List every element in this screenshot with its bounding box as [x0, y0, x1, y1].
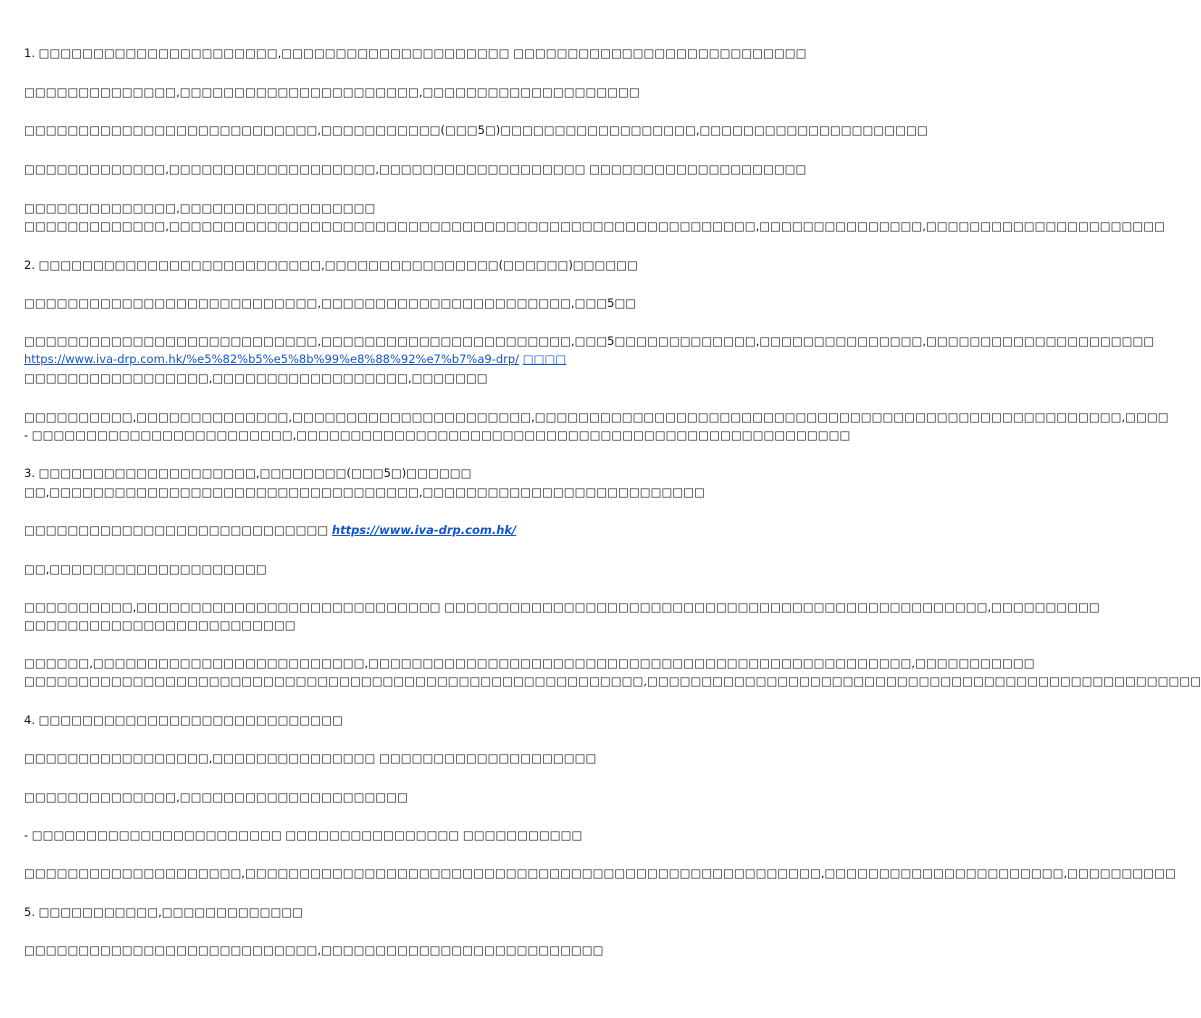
paragraph: □□□□□□□□□□□□□□,□□□□□□□□□□□□□□□□□□: [24, 201, 376, 215]
paragraph: □□,□□□□□□□□□□□□□□□□□□□□□□□□□□□□□□□□□□,□□□□□□□□□□□□□□□□□□□□□□□□□□: [24, 485, 705, 499]
drp-link-label[interactable]: □□□□: [522, 352, 567, 366]
paragraph: □□□□□□□□□□□□□□,□□□□□□□□□□□□□□□□□□□□□□,□□□□□□□□□□□□□□□□□□□□: [24, 85, 640, 99]
paragraph: □□□□□□□□□□□□□□□□□,□□□□□□□□□□□□□□□□□□,□□□□□□□: [24, 371, 488, 385]
paragraph: □□□□□□□□□□,□□□□□□□□□□□□□□,□□□□□□□□□□□□□□□□□□□□□□,□□□□□□□□□□□□□□□□□□□□□□□□□□□□□□□□□□□□□□□□□□□□□□□□□□□□□□,□□□□: [24, 410, 1169, 424]
section-heading: 5. □□□□□□□□□□□,□□□□□□□□□□□□□: [24, 905, 304, 919]
link-line: [24, 522, 720, 538]
paragraph: □□□□□□,□□□□□□□□□□□□□□□□□□□□□□□□□,□□□□□□□□□□□□□□□□□□□□□□□□□□□□□□□□□□□□□□□□□□□□□□□□□□,□□□□□□□□□□□: [24, 656, 1035, 670]
section-heading: 3. □□□□□□□□□□□□□□□□□□□□,□□□□□□□□(□□□5□)□□□□□□: [24, 466, 472, 480]
paragraph: □□,□□□□□□□□□□□□□□□□□□□□: [24, 562, 267, 576]
drp-link[interactable]: https://www.iva-drp.com.hk/%e5%82%b5%e5%8b%99%e8%88%92%e7%b7%a9-drp/: [24, 352, 520, 366]
link-line: [24, 351, 720, 367]
paragraph: □□□□□□□□□□□□□□□□□□□□□□□□□□□□□□□□□□□□□□□□□□□□□□□□□□□□□□□□□,□□□□□□□□□□□□□□□□□□□□□□□□□□□□□□□□□□□□□□□□□□□□□□□□□□□: [24, 674, 1201, 688]
paragraph: □□□□□□□□□□□□□,□□□□□□□□□□□□□□□□□□□□□□□□□□□□□□□□□□□□□□□□□□□□□□□□□□□□□□,□□□□□□□□□□□□□□□,□□□□□□□□□□□□□□□□□□□□□□: [24, 219, 1165, 233]
homepage-link[interactable]: https://www.iva-drp.com.hk/: [331, 523, 517, 537]
paragraph: □□□□□□□□□□□□□□□□□□□□□□□□□□□,□□□□□□□□□□□□□□□□□□□□□□□□□□: [24, 943, 604, 957]
paragraph: □□□□□□□□□□□□□□□□□□□□,□□□□□□□□□□□□□□□□□□□□□□□□□□□□□□□□□□□□□□□□□□□□□□□□□□□□□,□□□□□□□□□□□□□□□□□□□□□□,□□□□□□□□□□: [24, 866, 1176, 880]
paragraph: □□□□□□□□□□□□□□,□□□□□□□□□□□□□□□□□□□□□: [24, 790, 408, 804]
paragraph: □□□□□□□□□□□□□□□□□,□□□□□□□□□□□□□□□ □□□□□□□□□□□□□□□□□□□□: [24, 751, 597, 765]
section-heading: 2. □□□□□□□□□□□□□□□□□□□□□□□□□□,□□□□□□□□□□□□□□□□(□□□□□□)□□□□□□: [24, 258, 638, 272]
paragraph: □□□□□□□□□□,□□□□□□□□□□□□□□□□□□□□□□□□□□□□ □□□□□□□□□□□□□□□□□□□□□□□□□□□□□□□□□□□□□□□□□□□□□□□□□□,□□□□□□□□□□: [24, 600, 1100, 614]
paragraph: - □□□□□□□□□□□□□□□□□□□□□□□□,□□□□□□□□□□□□□□□□□□□□□□□□□□□□□□□□□□□□□□□□□□□□□□□□□□□: [24, 428, 851, 442]
paragraph: □□□□□□□□□□□□□,□□□□□□□□□□□□□□□□□□□,□□□□□□□□□□□□□□□□□□□ □□□□□□□□□□□□□□□□□□□□: [24, 162, 807, 176]
paragraph: 1. □□□□□□□□□□□□□□□□□□□□□□,□□□□□□□□□□□□□□□□□□□□□ □□□□□□□□□□□□□□□□□□□□□□□□□□□: [24, 46, 807, 60]
paragraph: □□□□□□□□□□□□□□□□□□□□□□□□□: [24, 618, 296, 632]
paragraph: □□□□□□□□□□□□□□□□□□□□□□□□□□□,□□□□□□□□□□□□□□□□□□□□□□□,□□□5□□□□□□□□□□□□□,□□□□□□□□□□□□□□□,□□□□□□□□□□□□□□□□□□□□□: [24, 334, 1155, 348]
paragraph: □□□□□□□□□□□□□□□□□□□□□□□□□□□,□□□□□□□□□□□□□□□□□□□□□□□,□□□5□□: [24, 296, 637, 310]
section-heading: 4. □□□□□□□□□□□□□□□□□□□□□□□□□□□□: [24, 713, 343, 727]
paragraph: □□□□□□□□□□□□□□□□□□□□□□□□□□□,□□□□□□□□□□□(□□□5□)□□□□□□□□□□□□□□□□□□,□□□□□□□□□□□□□□□□□□□□□: [24, 123, 928, 137]
link-intro-text: □□□□□□□□□□□□□□□□□□□□□□□□□□□□: [24, 523, 329, 537]
list-item: - □□□□□□□□□□□□□□□□□□□□□□□ □□□□□□□□□□□□□□□□ □□□□□□□□□□□: [24, 828, 583, 842]
